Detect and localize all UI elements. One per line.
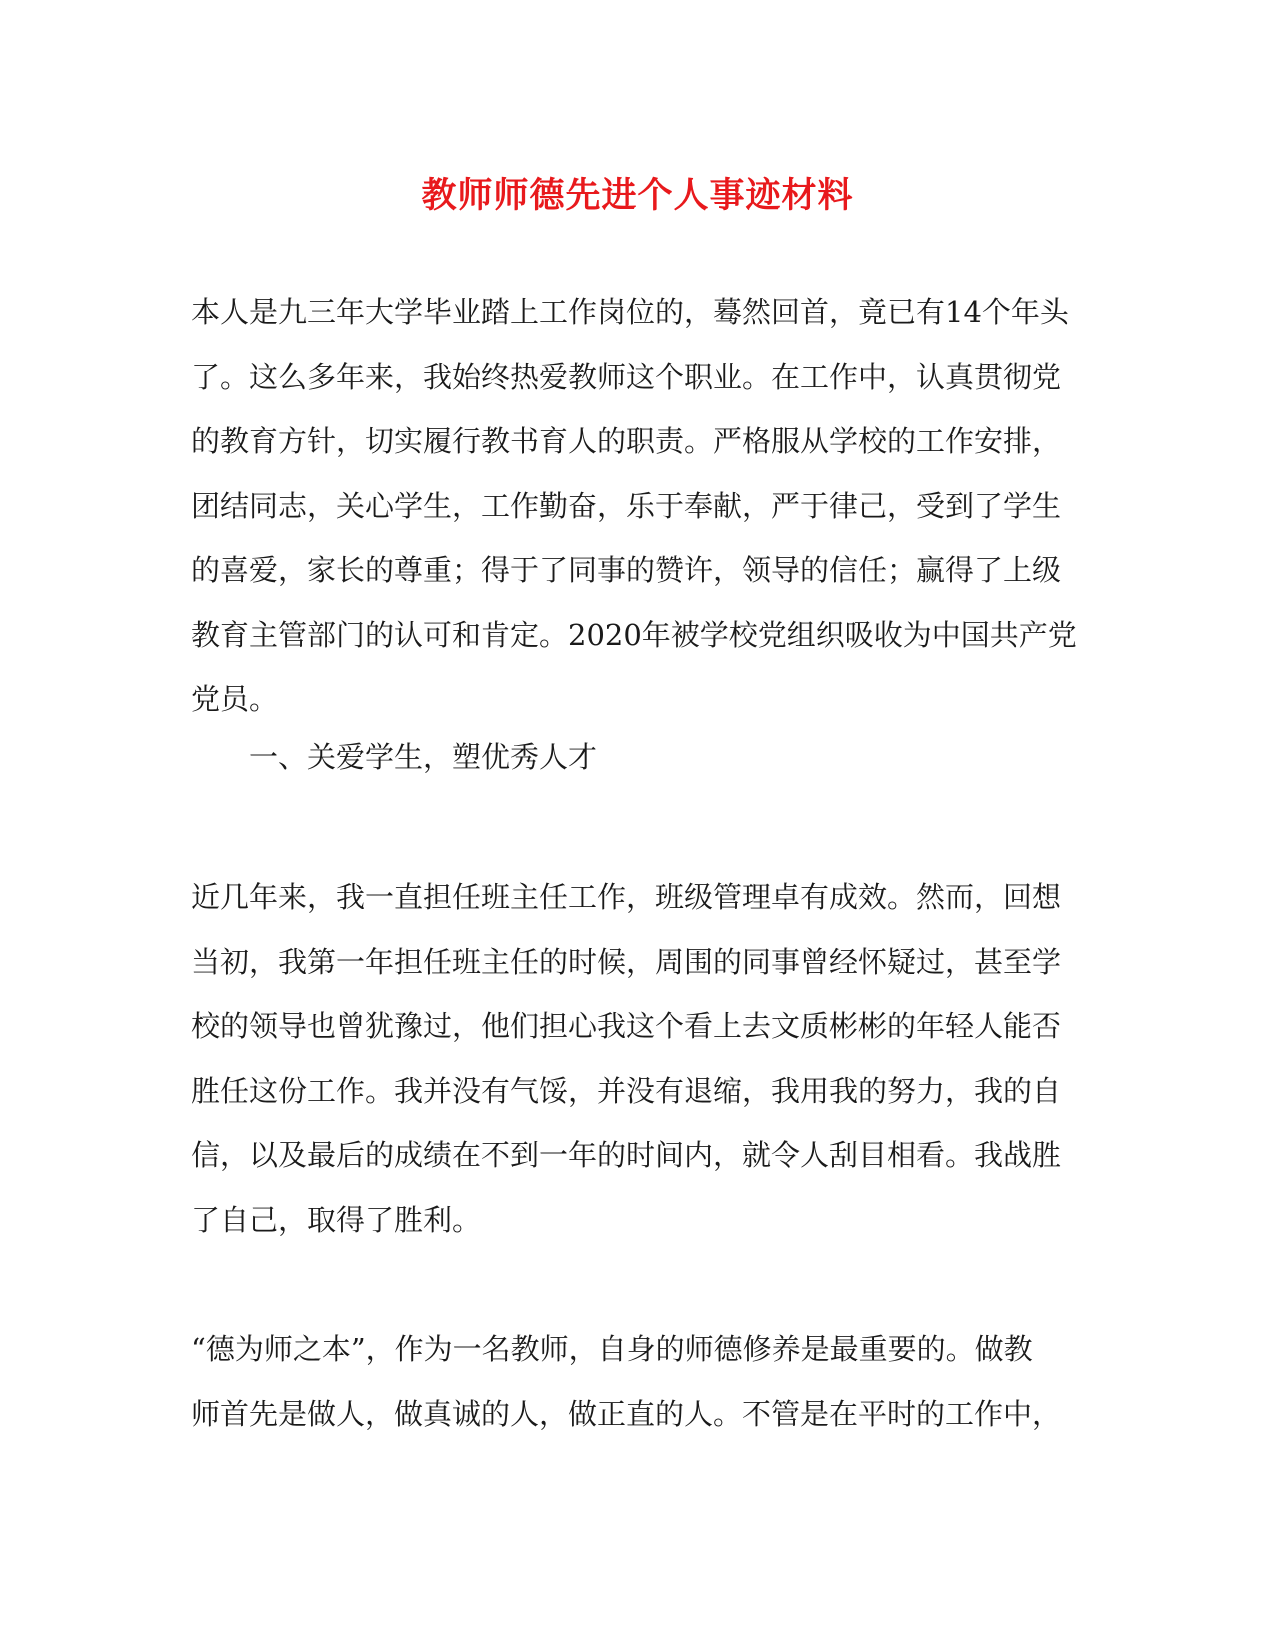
paragraph-line: 近几年来，我一直担任班主任工作，班级管理卓有成效。然而，回想 <box>191 880 1062 914</box>
paragraph-line: “德为师之本”，作为一名教师，自身的师德修养是最重要的。做教 <box>191 1332 1033 1366</box>
paragraph-line: 党员。 <box>191 682 279 716</box>
paragraph-line: 当初，我第一年担任班主任的时候，周围的同事曾经怀疑过，甚至学 <box>191 944 1062 979</box>
paragraph-2 <box>191 865 1071 1252</box>
paragraph-line: 教育主管部门的认可和肯定。2020年被学校党组织吸收为中国共产党 <box>191 617 1077 652</box>
paragraph-line: 胜任这份工作。我并没有气馁，并没有退缩，我用我的努力，我的自 <box>191 1073 1062 1108</box>
paragraph-1 <box>191 280 1077 732</box>
paragraph-line: 信，以及最后的成绩在不到一年的时间内，就令人刮目相看。我战胜 <box>191 1138 1062 1172</box>
section-heading: 一、关爱学生，塑优秀人才 <box>249 740 598 774</box>
paragraph-line: 校的领导也曾犹豫过，他们担心我这个看上去文质彬彬的年轻人能否 <box>191 1009 1062 1043</box>
paragraph-line: 的教育方针，切实履行教书育人的职责。严格服从学校的工作安排， <box>191 424 1062 458</box>
paragraph-line: 团结同志，关心学生，工作勤奋，乐于奉献，严于律己，受到了学生 <box>191 488 1062 523</box>
document-title: 教师师德先进个人事迹材料 <box>421 175 854 216</box>
paragraph-line: 了。这么多年来，我始终热爱教师这个职业。在工作中，认真贯彻党 <box>191 359 1062 394</box>
paragraph-line: 本人是九三年大学毕业踏上工作岗位的，蓦然回首，竟已有14个年头 <box>191 295 1069 329</box>
paragraph-line: 了自己，取得了胜利。 <box>191 1202 482 1237</box>
paragraph-line: 师首先是做人，做真诚的人，做正直的人。不管是在平时的工作中， <box>191 1396 1062 1431</box>
paragraph-line: 的喜爱，家长的尊重；得于了同事的赞许，领导的信任；赢得了上级 <box>191 553 1062 587</box>
paragraph-3 <box>191 1317 1071 1446</box>
